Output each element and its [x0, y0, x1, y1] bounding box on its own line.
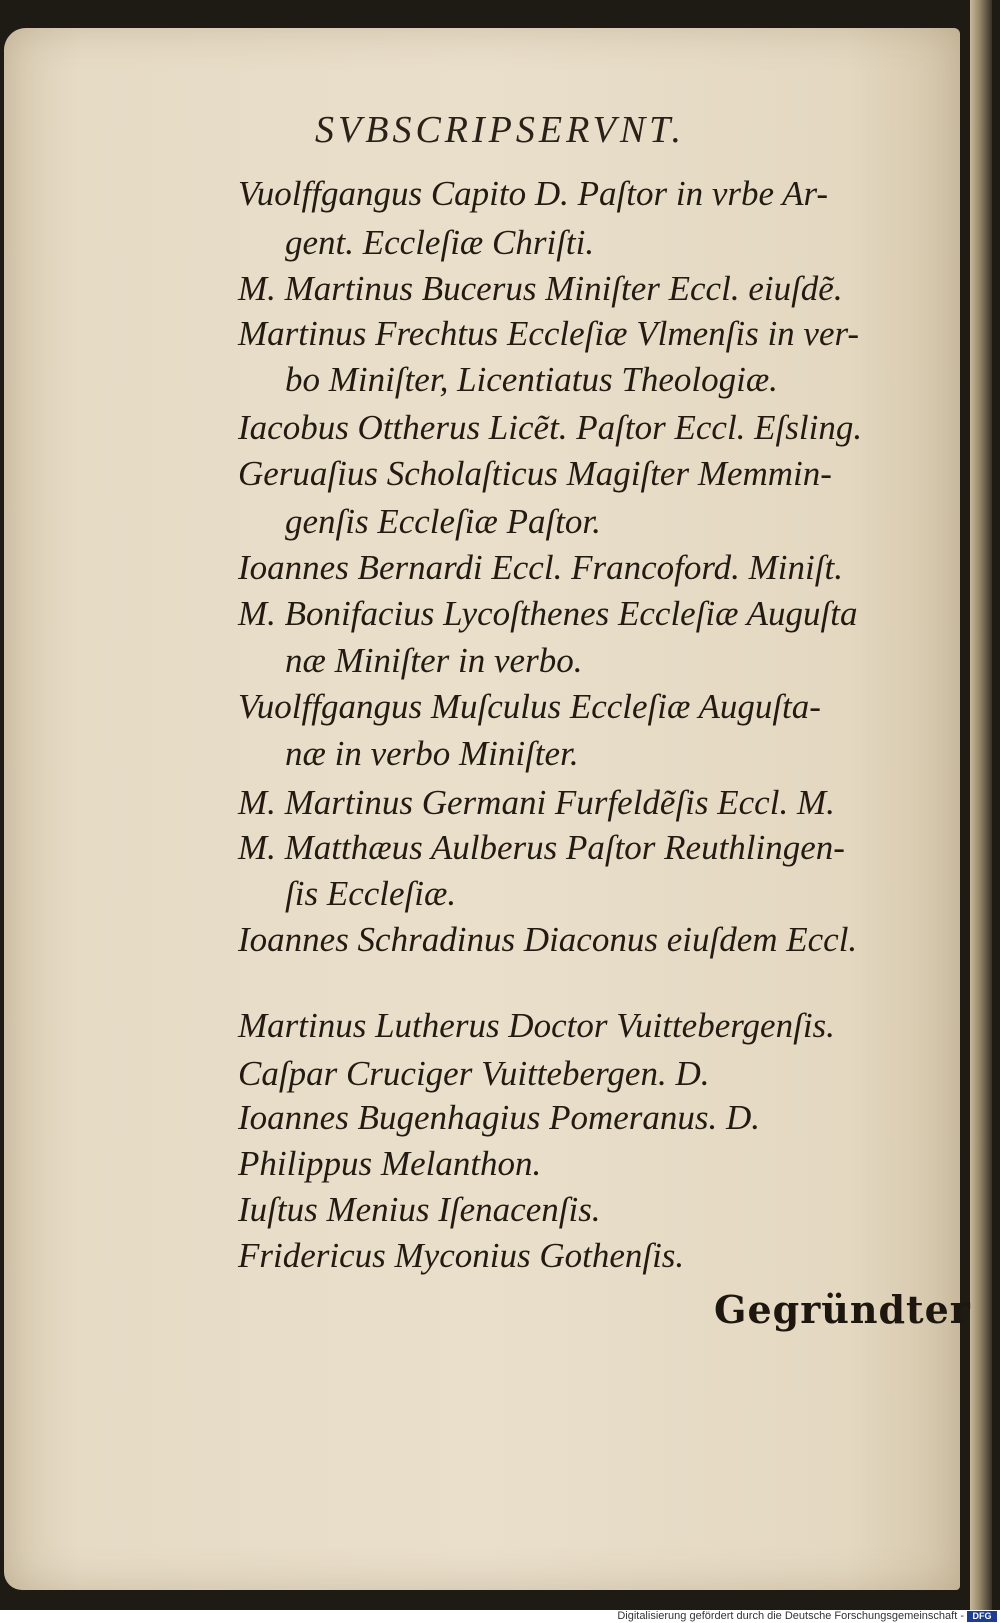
- signatory-line: Vuolffgangus Capito D. Paſtor in vrbe Ar-: [238, 174, 829, 213]
- signatory-line: Iuſtus Menius Iſenacenſis.: [238, 1190, 601, 1229]
- signatory-line: Martinus Frechtus Eccleſiæ Vlmenſis in ver-: [238, 314, 860, 353]
- signatory-line: Fridericus Myconius Gothenſis.: [238, 1236, 685, 1275]
- signatory-line: Caſpar Cruciger Vuittebergen. D.: [238, 1054, 710, 1093]
- signatory-line: Ioannes Schradinus Diaconus eiuſdem Eccl.: [238, 920, 858, 959]
- signatory-line: M. Martinus Germani Furfeldẽſis Eccl. M.: [238, 783, 835, 822]
- page-heading: SVBSCRIPSERVNT.: [315, 109, 685, 151]
- signatory-line: genſis Eccleſiæ Paſtor.: [285, 502, 601, 541]
- signatory-line: Iacobus Ottherus Licẽt. Paſtor Eccl. Eſsling.: [238, 408, 863, 447]
- signatory-line: Geruaſius Scholaſticus Magiſter Memmin-: [238, 454, 832, 493]
- signatory-line: M. Martinus Bucerus Miniſter Eccl. eiuſdẽ.: [238, 269, 843, 308]
- footer-credit: Digitalisierung gefördert durch die Deutsche Forschungsgemeinschaft -: [617, 1610, 964, 1622]
- signatory-line: M. Matthæus Aulberus Paſtor Reuthlingen-: [238, 828, 845, 867]
- signatory-line: Ioannes Bugenhagius Pomeranus. D.: [238, 1098, 761, 1137]
- signatory-line: Martinus Lutherus Doctor Vuittebergenſis.: [238, 1006, 835, 1045]
- signatory-line: Philippus Melanthon.: [238, 1144, 542, 1183]
- signatory-line: Vuolffgangus Muſculus Eccleſiæ Auguſta-: [238, 687, 821, 726]
- signatory-line: gent. Eccleſiæ Chriſti.: [285, 223, 595, 262]
- digitization-footer: [0, 1610, 1000, 1623]
- signatory-line: næ in verbo Miniſter.: [285, 734, 579, 773]
- catchword: Gegründter: [714, 1287, 971, 1332]
- signatory-line: ſis Eccleſiæ.: [285, 874, 457, 913]
- page-edge: [970, 0, 992, 1610]
- signatory-line: Ioannes Bernardi Eccl. Francoford. Miniſt.: [238, 548, 843, 587]
- signatory-line: bo Miniſter, Licentiatus Theologiæ.: [285, 360, 778, 399]
- signatory-line: næ Miniſter in verbo.: [285, 641, 583, 680]
- signatory-line: M. Bonifacius Lycoſthenes Eccleſiæ Auguſta: [238, 594, 858, 633]
- dfg-logo: DFG: [967, 1611, 997, 1622]
